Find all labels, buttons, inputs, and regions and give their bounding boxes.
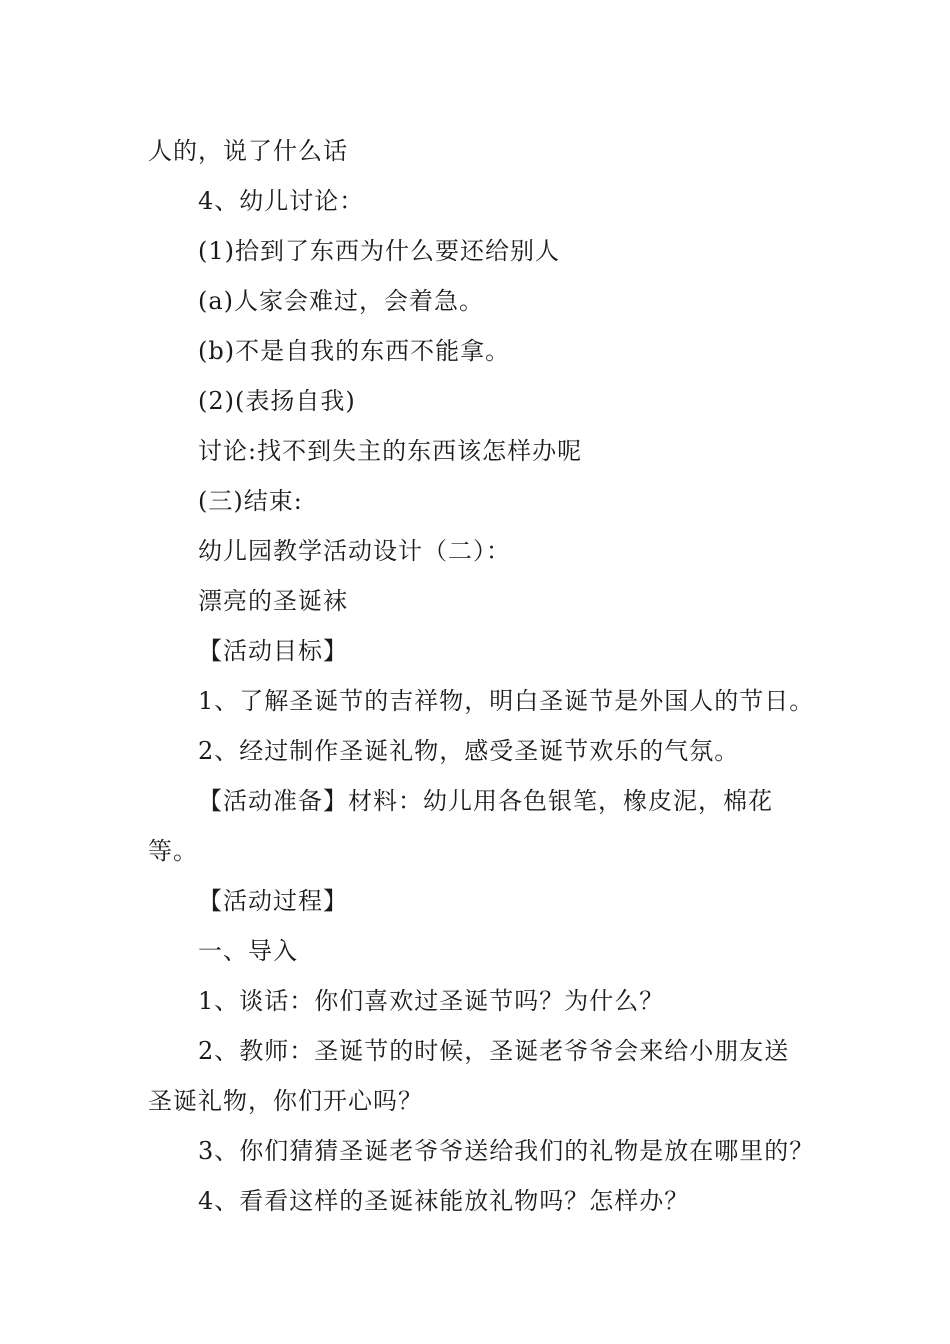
section-heading-process: 【活动过程】 [198,887,348,915]
text-line: 4、幼儿讨论： [198,187,365,215]
section-title: 幼儿园教学活动设计（二）： [198,537,511,565]
text-line: 2、教师：圣诞节的时候，圣诞老爷爷会来给小朋友送 [198,1037,790,1065]
text-line: (三)结束: [198,487,303,515]
text-line: 讨论:找不到失主的东西该怎样办呢 [198,437,583,465]
text-line: (1)拾到了东西为什么要还给别人 [198,237,560,265]
text-line: 1、谈话：你们喜欢过圣诞节吗？为什么？ [198,987,665,1015]
text-line: 1、了解圣诞节的吉祥物，明白圣诞节是外国人的节日。 [198,687,815,715]
text-line: (a)人家会难过，会着急。 [198,287,485,315]
text-line: 人的，说了什么话 [148,137,348,165]
text-line: 4、看看这样的圣诞袜能放礼物吗？怎样办？ [198,1187,690,1215]
text-line: (b)不是自我的东西不能拿。 [198,337,511,365]
section-heading-goals: 【活动目标】 [198,637,348,665]
text-line: 一、导入 [198,937,298,965]
section-heading-preparation: 【活动准备】材料：幼儿用各色银笔，橡皮泥，棉花 [198,787,773,815]
activity-title: 漂亮的圣诞袜 [198,587,348,615]
text-line: 3、你们猜猜圣诞老爷爷送给我们的礼物是放在哪里的？ [198,1137,815,1165]
text-line: 圣诞礼物，你们开心吗？ [148,1087,423,1115]
text-line: 等。 [148,837,198,865]
text-line: (2)(表扬自我) [198,387,356,415]
text-line: 2、经过制作圣诞礼物，感受圣诞节欢乐的气氛。 [198,737,740,765]
